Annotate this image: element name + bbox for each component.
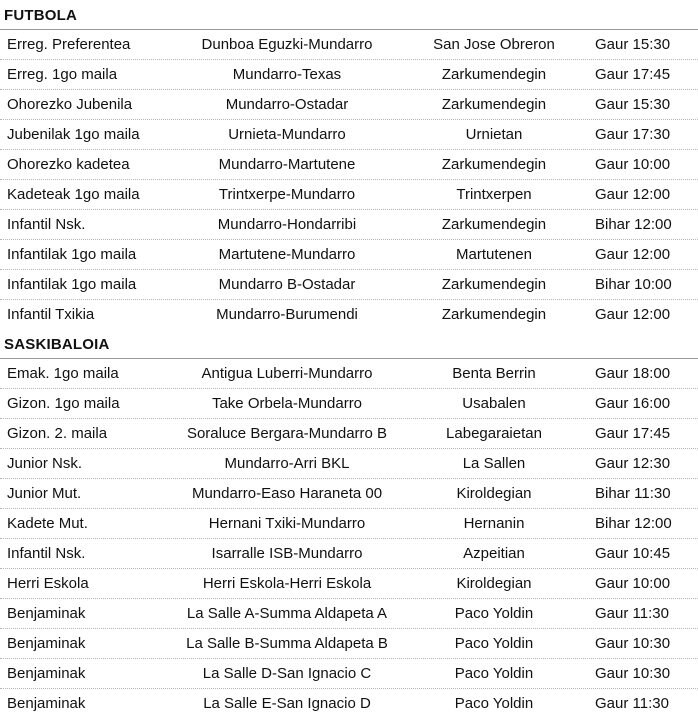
section-title: SASKIBALOIA [4,336,110,353]
venue-cell: Azpeitian [463,545,525,562]
table-row [0,569,698,599]
match-cell: Isarralle ISB-Mundarro [211,545,363,562]
match-cell: Antigua Luberri-Mundarro [201,365,373,382]
venue-cell: San Jose Obreron [433,36,555,53]
table-row [0,419,698,449]
venue-cell: Zarkumendegin [441,276,547,293]
table-row [0,689,698,718]
table-row [0,449,698,479]
match-cell: La Salle A-Summa Aldapeta A [186,605,388,622]
match-cell: Mundarro-Hondarribi [217,216,357,233]
venue-cell: Zarkumendegin [441,156,547,173]
match-cell: Herri Eskola-Herri Eskola [202,575,372,592]
venue-cell: Trintxerpen [456,186,532,203]
match-cell: Soraluce Bergara-Mundarro B [186,425,388,442]
match-cell: Martutene-Mundarro [218,246,356,263]
table-row [0,389,698,419]
table-row [0,479,698,509]
match-cell: Trintxerpe-Mundarro [218,186,356,203]
venue-cell: Zarkumendegin [441,96,547,113]
table-row [0,240,698,270]
venue-cell: Paco Yoldin [454,695,534,712]
time-cell: Gaur 15:30 [595,96,671,113]
category-cell: Benjaminak [7,695,86,712]
schedule-table [0,359,698,718]
venue-cell: Paco Yoldin [454,665,534,682]
match-cell: Mundarro-Martutene [218,156,356,173]
time-cell: Bihar 12:00 [595,515,672,532]
category-cell: Junior Nsk. [7,455,83,472]
category-cell: Benjaminak [7,665,86,682]
table-row [0,539,698,569]
time-cell: Gaur 12:30 [595,455,671,472]
time-cell: Bihar 10:00 [595,276,672,293]
match-cell: Mundarro-Ostadar [225,96,349,113]
category-cell: Infantil Nsk. [7,545,86,562]
time-cell: Gaur 12:00 [595,246,671,263]
category-cell: Infantilak 1go maila [7,246,137,263]
time-cell: Gaur 10:00 [595,575,671,592]
venue-cell: Labegaraietan [446,425,542,442]
table-row [0,120,698,150]
category-cell: Benjaminak [7,635,86,652]
table-row [0,210,698,240]
category-cell: Jubenilak 1go maila [7,126,140,143]
match-cell: La Salle D-San Ignacio C [202,665,372,682]
category-cell: Herri Eskola [7,575,89,592]
venue-cell: Kiroldegian [456,485,532,502]
match-cell: Take Orbela-Mundarro [211,395,363,412]
table-row [0,509,698,539]
match-cell: Mundarro-Easo Haraneta 00 [191,485,383,502]
category-cell: Gizon. 1go maila [7,395,120,412]
venue-cell: La Sallen [462,455,526,472]
table-row [0,359,698,389]
category-cell: Junior Mut. [7,485,82,502]
venue-cell: Urnietan [465,126,523,143]
venue-cell: Paco Yoldin [454,605,534,622]
time-cell: Gaur 17:45 [595,425,671,442]
category-cell: Ohorezko kadetea [7,156,130,173]
match-cell: La Salle B-Summa Aldapeta B [186,635,388,652]
table-row [0,150,698,180]
venue-cell: Zarkumendegin [441,306,547,323]
category-cell: Infantilak 1go maila [7,276,137,293]
category-cell: Emak. 1go maila [7,365,119,382]
time-cell: Gaur 16:00 [595,395,671,412]
time-cell: Gaur 11:30 [595,605,669,622]
match-cell: Urnieta-Mundarro [228,126,346,143]
category-cell: Infantil Txikia [7,306,95,323]
table-row [0,270,698,300]
match-cell: Mundarro-Texas [232,66,342,83]
venue-cell: Hernanin [463,515,525,532]
venue-cell: Martutenen [456,246,532,263]
time-cell: Gaur 17:45 [595,66,671,83]
time-cell: Gaur 15:30 [595,36,671,53]
table-row [0,659,698,689]
category-cell: Erreg. 1go maila [7,66,118,83]
time-cell: Gaur 10:30 [595,665,671,682]
time-cell: Bihar 11:30 [595,485,671,502]
table-row [0,60,698,90]
table-row [0,599,698,629]
time-cell: Bihar 12:00 [595,216,672,233]
table-row [0,300,698,329]
time-cell: Gaur 17:30 [595,126,671,143]
venue-cell: Zarkumendegin [441,216,547,233]
table-row [0,629,698,659]
schedule-table [0,30,698,329]
table-row [0,90,698,120]
section-header [0,0,698,30]
match-cell: Mundarro-Burumendi [216,306,358,323]
category-cell: Erreg. Preferentea [7,36,131,53]
match-cell: Hernani Txiki-Mundarro [208,515,366,532]
table-row [0,30,698,60]
time-cell: Gaur 10:45 [595,545,671,562]
match-cell: Mundarro-Arri BKL [224,455,350,472]
category-cell: Ohorezko Jubenila [7,96,133,113]
time-cell: Gaur 11:30 [595,695,669,712]
time-cell: Gaur 10:30 [595,635,671,652]
venue-cell: Benta Berrin [452,365,536,382]
category-cell: Gizon. 2. maila [7,425,108,442]
time-cell: Gaur 10:00 [595,156,671,173]
category-cell: Kadeteak 1go maila [7,186,140,203]
venue-cell: Paco Yoldin [454,635,534,652]
venue-cell: Usabalen [462,395,526,412]
category-cell: Benjaminak [7,605,86,622]
venue-cell: Kiroldegian [456,575,532,592]
section-header [0,329,698,359]
section-title: FUTBOLA [4,7,78,24]
match-cell: Dunboa Eguzki-Mundarro [201,36,373,53]
match-cell: Mundarro B-Ostadar [218,276,356,293]
time-cell: Gaur 18:00 [595,365,671,382]
table-row [0,180,698,210]
venue-cell: Zarkumendegin [441,66,547,83]
match-cell: La Salle E-San Ignacio D [203,695,371,712]
time-cell: Gaur 12:00 [595,186,671,203]
category-cell: Kadete Mut. [7,515,88,532]
category-cell: Infantil Nsk. [7,216,86,233]
time-cell: Gaur 12:00 [595,306,671,323]
